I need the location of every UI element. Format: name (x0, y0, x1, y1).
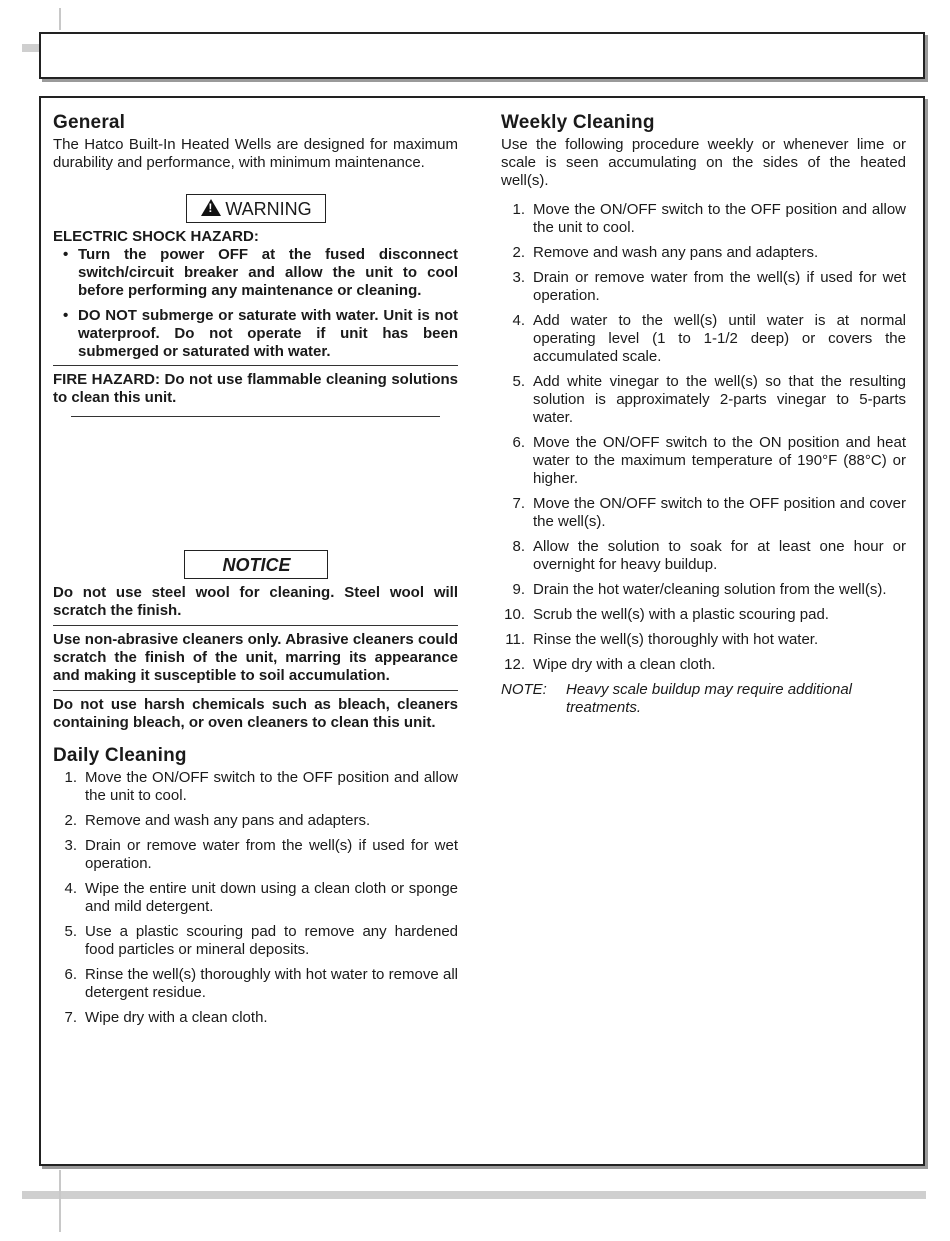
notice-text-steel-wool: Do not use steel wool for cleaning. Steel wool will scratch the finish. (53, 584, 458, 619)
list-item (53, 307, 458, 361)
step-text: Move the ON/OFF switch to the ON position and heat water to the maximum temperature of 190°F (88°C) or higher. (533, 434, 906, 487)
step-text: Drain the hot water/cleaning solution from the well(s). (533, 581, 887, 598)
step-text: Move the ON/OFF switch to the OFF position and cover the well(s). (533, 495, 906, 530)
step-number: 7. (512, 495, 525, 512)
step-text: Remove and wash any pans and adapters. (85, 812, 371, 829)
weekly-steps (501, 201, 906, 674)
list-item (53, 1009, 458, 1027)
shock-hazard-list (53, 246, 458, 361)
step-number: 5. (512, 373, 525, 390)
step-number: 7. (64, 1009, 77, 1026)
step-text: Allow the solution to soak for at least one hour or overnight for heavy buildup. (533, 538, 906, 573)
step-text: Wipe dry with a clean cloth. (533, 656, 716, 673)
divider (71, 416, 440, 417)
step-text: Rinse the well(s) thoroughly with hot water to remove all detergent residue. (85, 966, 458, 1001)
step-text: Drain or remove water from the well(s) if used for wet operation. (533, 269, 906, 304)
warning-triangle-icon: ! (201, 199, 221, 216)
list-item (53, 880, 458, 916)
list-item (501, 201, 906, 237)
divider (53, 625, 458, 626)
daily-steps (53, 769, 458, 1027)
list-item (501, 312, 906, 366)
step-text: Move the ON/OFF switch to the OFF position and allow the unit to cool. (533, 201, 906, 236)
list-item (501, 656, 906, 674)
step-text: Move the ON/OFF switch to the OFF position and allow the unit to cool. (85, 769, 458, 804)
list-item (53, 246, 458, 300)
step-number: 2. (64, 812, 77, 829)
step-number: 6. (512, 434, 525, 451)
notice-label-wrap (53, 550, 458, 579)
list-item (53, 837, 458, 873)
step-number: 1. (64, 769, 77, 786)
list-item (53, 812, 458, 830)
step-number: 8. (512, 538, 525, 555)
step-text: Remove and wash any pans and adapters. (533, 244, 819, 261)
content-box (39, 96, 925, 1166)
notice-text-abrasive: Use non-abrasive cleaners only. Abrasive cleaners could scratch the finish of the unit, marring its appearance and making it susceptible to soil accumulation. (53, 631, 458, 684)
step-text: Scrub the well(s) with a plastic scouring pad. (533, 606, 829, 623)
weekly-heading: Weekly Cleaning (501, 112, 655, 133)
bullet-icon: • (63, 246, 69, 263)
list-item (501, 269, 906, 305)
step-number: 3. (64, 837, 77, 854)
step-number: 12. (504, 656, 525, 673)
step-text: Add white vinegar to the well(s) so that the resulting solution is approximately 2-parts vinegar to 5-parts water. (533, 373, 906, 426)
step-number: 2. (512, 244, 525, 261)
shock-item-text: DO NOT submerge or saturate with water. Unit is not waterproof. Do not operate if unit has been submerged or saturated with water. (78, 307, 458, 360)
step-number: 11. (505, 631, 525, 648)
list-item (53, 966, 458, 1002)
page-header-box (39, 32, 925, 79)
list-item (53, 769, 458, 805)
step-text: Rinse the well(s) thoroughly with hot water. (533, 631, 819, 648)
right-column (501, 112, 906, 717)
general-intro: The Hatco Built-In Heated Wells are designed for maximum durability and performance, with minimum maintenance. (53, 136, 458, 171)
step-number: 10. (504, 606, 525, 623)
step-number: 1. (512, 201, 525, 218)
notice-label (184, 550, 328, 579)
fire-hazard-text: FIRE HAZARD: Do not use flammable cleaning solutions to clean this unit. (53, 371, 458, 406)
list-item (501, 495, 906, 531)
step-number: 6. (64, 966, 77, 983)
step-text: Wipe the entire unit down using a clean cloth or sponge and mild detergent. (85, 880, 458, 915)
shock-hazard-heading: ELECTRIC SHOCK HAZARD: (53, 228, 259, 245)
step-number: 4. (512, 312, 525, 329)
warning-label-text: WARNING (225, 199, 312, 219)
note-tag: NOTE: (501, 681, 547, 698)
crop-bar-bottom (22, 1191, 926, 1199)
step-text: Add water to the well(s) until water is at normal operating level (1 to 1-1/2 deep) or covers the accumulated scale. (533, 312, 906, 365)
list-item (501, 434, 906, 488)
list-item (53, 923, 458, 959)
left-column (53, 112, 458, 1034)
notice-label-text: NOTICE (222, 555, 291, 575)
general-heading: General (53, 112, 126, 133)
note-text: Heavy scale buildup may require additional treatments. (566, 681, 852, 716)
list-item (501, 244, 906, 262)
blank-space (53, 422, 458, 550)
step-number: 5. (64, 923, 77, 940)
step-number: 9. (512, 581, 525, 598)
step-number: 3. (512, 269, 525, 286)
list-item (501, 581, 906, 599)
list-item (501, 538, 906, 574)
step-text: Wipe dry with a clean cloth. (85, 1009, 268, 1026)
crop-mark-top (59, 8, 61, 30)
list-item (501, 606, 906, 624)
daily-heading: Daily Cleaning (53, 745, 187, 766)
crop-mark-bottom (59, 1170, 61, 1232)
bullet-icon: • (63, 307, 69, 324)
list-item (501, 373, 906, 427)
warning-label-wrap (53, 194, 458, 223)
divider (53, 365, 458, 366)
shock-item-text: Turn the power OFF at the fused disconnect switch/circuit breaker and allow the unit to cool before performing any maintenance or cleaning. (78, 246, 458, 299)
crop-bar-top (22, 44, 40, 52)
divider (53, 690, 458, 691)
warning-label (186, 194, 326, 223)
weekly-intro: Use the following procedure weekly or whenever lime or scale is seen accumulating on the sides of the heated well(s). (501, 136, 906, 189)
weekly-note (501, 681, 906, 717)
step-number: 4. (64, 880, 77, 897)
list-item (501, 631, 906, 649)
step-text: Drain or remove water from the well(s) if used for wet operation. (85, 837, 458, 872)
step-text: Use a plastic scouring pad to remove any hardened food particles or mineral deposits. (85, 923, 458, 958)
notice-text-chemicals: Do not use harsh chemicals such as bleach, cleaners containing bleach, or oven cleaners to clean this unit. (53, 696, 458, 731)
